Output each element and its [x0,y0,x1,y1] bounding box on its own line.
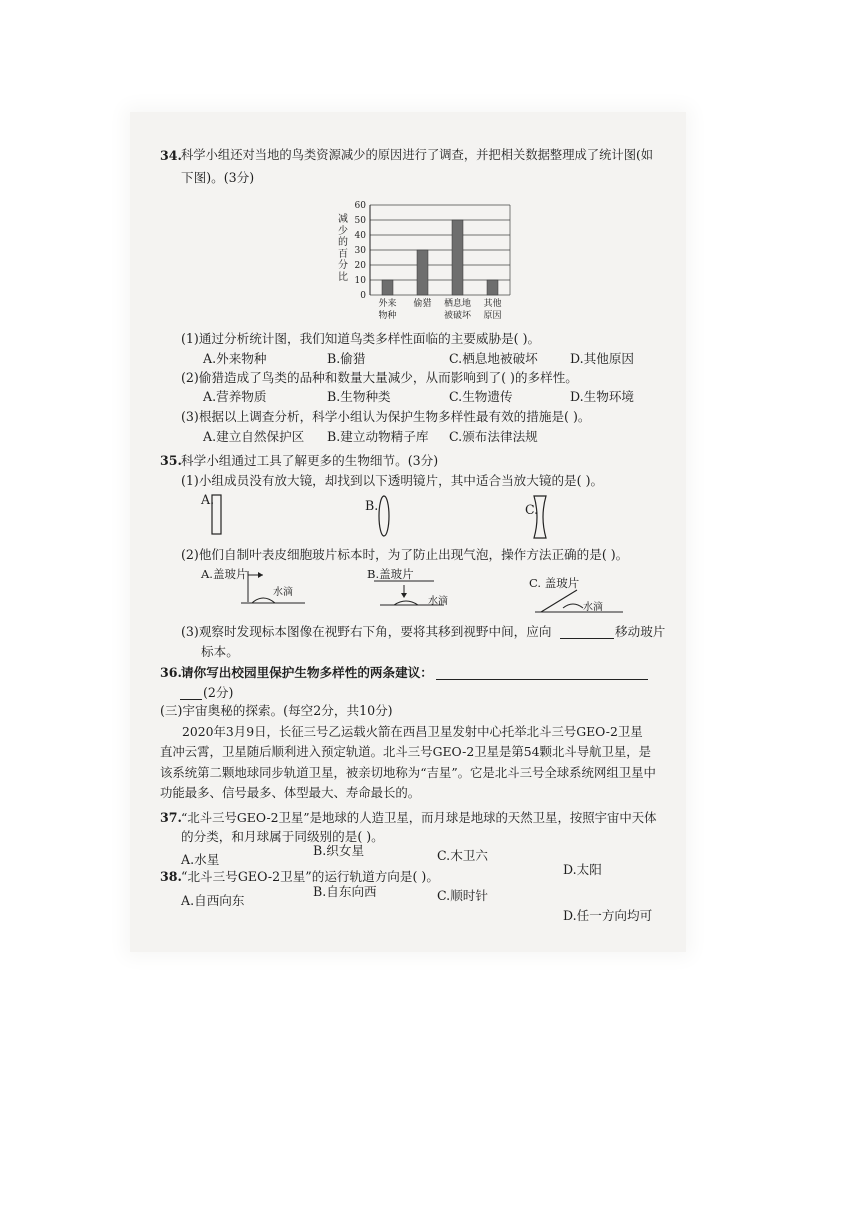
chart-y-tick-label: 50 [354,216,366,226]
chart-category-label: 物种 [378,311,397,321]
q37-option-c[interactable]: C.木卫六 [437,848,488,863]
chart-category-label: 栖息地 [443,299,472,309]
chart-category-label: 其他 [483,299,502,309]
chart-category-label: 偷猎 [413,299,432,309]
q34-sub1-stem: (1)通过分析统计图，我们知道鸟类多样性面临的主要威胁是( )。 [181,331,541,346]
chart-bar [382,280,393,295]
chart-y-tick-label: 10 [354,276,366,286]
q34-sub3-stem: (3)根据以上调查分析，科学小组认为保护生物多样性最有效的措施是( )。 [181,409,591,424]
q38-option-d[interactable]: D.任一方向均可 [563,908,653,923]
q36-score: (2分) [203,685,234,700]
slide-c-label[interactable]: C. 盖玻片 [529,576,580,590]
lens-option-a-label[interactable]: A. [201,492,215,507]
chart-category-label: 被破坏 [443,311,472,321]
q37-option-d[interactable]: D.太阳 [563,862,602,877]
q34-sub2-option-d[interactable]: D.生物环境 [570,389,635,404]
q38-option-a[interactable]: A.自西向东 [181,893,245,908]
q34-stem-line2: 下图)。(3分) [181,170,255,185]
q34-sub2-option-b[interactable]: B.生物种类 [327,389,391,404]
convex-lens-icon [374,494,394,538]
chart-y-tick-label: 30 [354,246,366,256]
lens-option-c-label[interactable]: C. [525,502,539,517]
q35-number: 35. [160,453,182,468]
q36-stem: 请你写出校园里保护生物多样性的两条建议： [181,665,433,680]
lens-option-b-label[interactable]: B. [365,498,379,513]
slide-method-a-diagram [205,566,315,608]
bird-decline-bar-chart [338,200,513,325]
chart-y-tick-label: 60 [354,201,366,211]
chart-bar [452,220,463,295]
slide-b-water-label: 水滴 [428,596,448,607]
q35-sub2-stem: (2)他们自制叶表皮细胞玻片标本时，为了防止出现气泡，操作方法正确的是( )。 [181,547,629,562]
section3-para-line3: 该系统第二颗地球同步轨道卫星，被亲切地称为“吉星”。它是北斗三号全球系统网组卫星中 [160,765,656,780]
slide-c-water-label: 水滴 [583,602,603,613]
q34-sub1-option-b[interactable]: B.偷猎 [327,351,366,366]
concave-lens-icon [531,494,549,540]
q37-option-b[interactable]: B.织女星 [313,843,365,858]
section3-heading: (三)宇宙奥秘的探索。(每空2分，共10分) [160,703,393,718]
chart-bar [417,250,428,295]
flat-glass-icon [210,493,224,537]
q37-stem-line2: 的分类，和月球属于同级别的是( )。 [181,829,384,844]
q35-stem: 科学小组通过工具了解更多的生物细节。(3分) [181,453,439,468]
q37-number: 37. [160,810,182,825]
q34-sub3-option-b[interactable]: B.建立动物精子库 [327,429,429,444]
chart-y-tick-label: 40 [354,231,366,241]
q38-stem: “北斗三号GEO-2卫星”的运行轨道方向是( )。 [181,869,439,884]
q34-sub3-option-c[interactable]: C.颁布法律法规 [449,429,538,444]
q35-sub3-suffix: 移动玻片 [615,624,666,639]
chart-y-tick-label: 20 [354,261,366,271]
q36-answer-blank-1[interactable] [436,679,648,680]
q36-answer-blank-2[interactable] [180,699,202,700]
q34-sub2-option-c[interactable]: C.生物遗传 [449,389,513,404]
q35-sub1-stem: (1)小组成员没有放大镜，却找到以下透明镜片，其中适合当放大镜的是( )。 [181,473,604,488]
q37-option-a[interactable]: A.水星 [181,852,220,867]
q34-sub2-option-a[interactable]: A.营养物质 [203,389,267,404]
q34-sub1-option-c[interactable]: C.栖息地被破坏 [449,351,538,366]
chart-y-tick-label: 0 [360,291,366,301]
section3-para-line1: 2020年3月9日，长征三号乙运载火箭在西昌卫星发射中心托举北斗三号GEO-2卫星 [182,724,643,739]
chart-bar [487,280,498,295]
q38-option-c[interactable]: C.顺时针 [437,888,488,903]
q35-sub3-line2: 标本。 [201,644,239,659]
slide-a-label[interactable]: A.盖玻片 [201,567,248,581]
q38-option-b[interactable]: B.自东向西 [313,884,377,899]
q37-stem-line1: “北斗三号GEO-2卫星”是地球的人造卫星，而月球是地球的天然卫星，按照宇宙中天体 [181,810,657,825]
q34-sub1-option-a[interactable]: A.外来物种 [203,351,267,366]
q34-number: 34. [160,148,182,163]
q35-sub3-line1: (3)观察时发现标本图像在视野右下角，要将其移到视野中间，应向 [181,624,552,639]
q34-sub2-stem: (2)偷猎造成了鸟类的品种和数量大量减少，从而影响到了( )的多样性。 [181,370,578,385]
q35-answer-blank[interactable] [560,638,614,639]
q36-number: 36. [160,665,182,680]
section3-para-line4: 功能最多、信号最多、体型最大、寿命最长的。 [160,785,421,800]
chart-category-label: 外来 [378,299,397,309]
q38-number: 38. [160,869,182,884]
chart-y-axis-label: 减少的百分比 [338,214,348,283]
q34-sub3-option-a[interactable]: A.建立自然保护区 [203,429,305,444]
q34-sub1-option-d[interactable]: D.其他原因 [570,351,635,366]
chart-category-label: 原因 [483,311,502,321]
slide-b-label[interactable]: B.盖玻片 [367,567,414,581]
section3-para-line2: 直冲云霄，卫星随后顺利进入预定轨道。北斗三号GEO-2卫星是第54颗北斗导航卫星，是 [160,744,652,759]
q34-stem-line1: 科学小组还对当地的鸟类资源减少的原因进行了调查，并把相关数据整理成了统计图(如 [181,148,654,162]
slide-a-water-label: 水滴 [273,587,293,598]
